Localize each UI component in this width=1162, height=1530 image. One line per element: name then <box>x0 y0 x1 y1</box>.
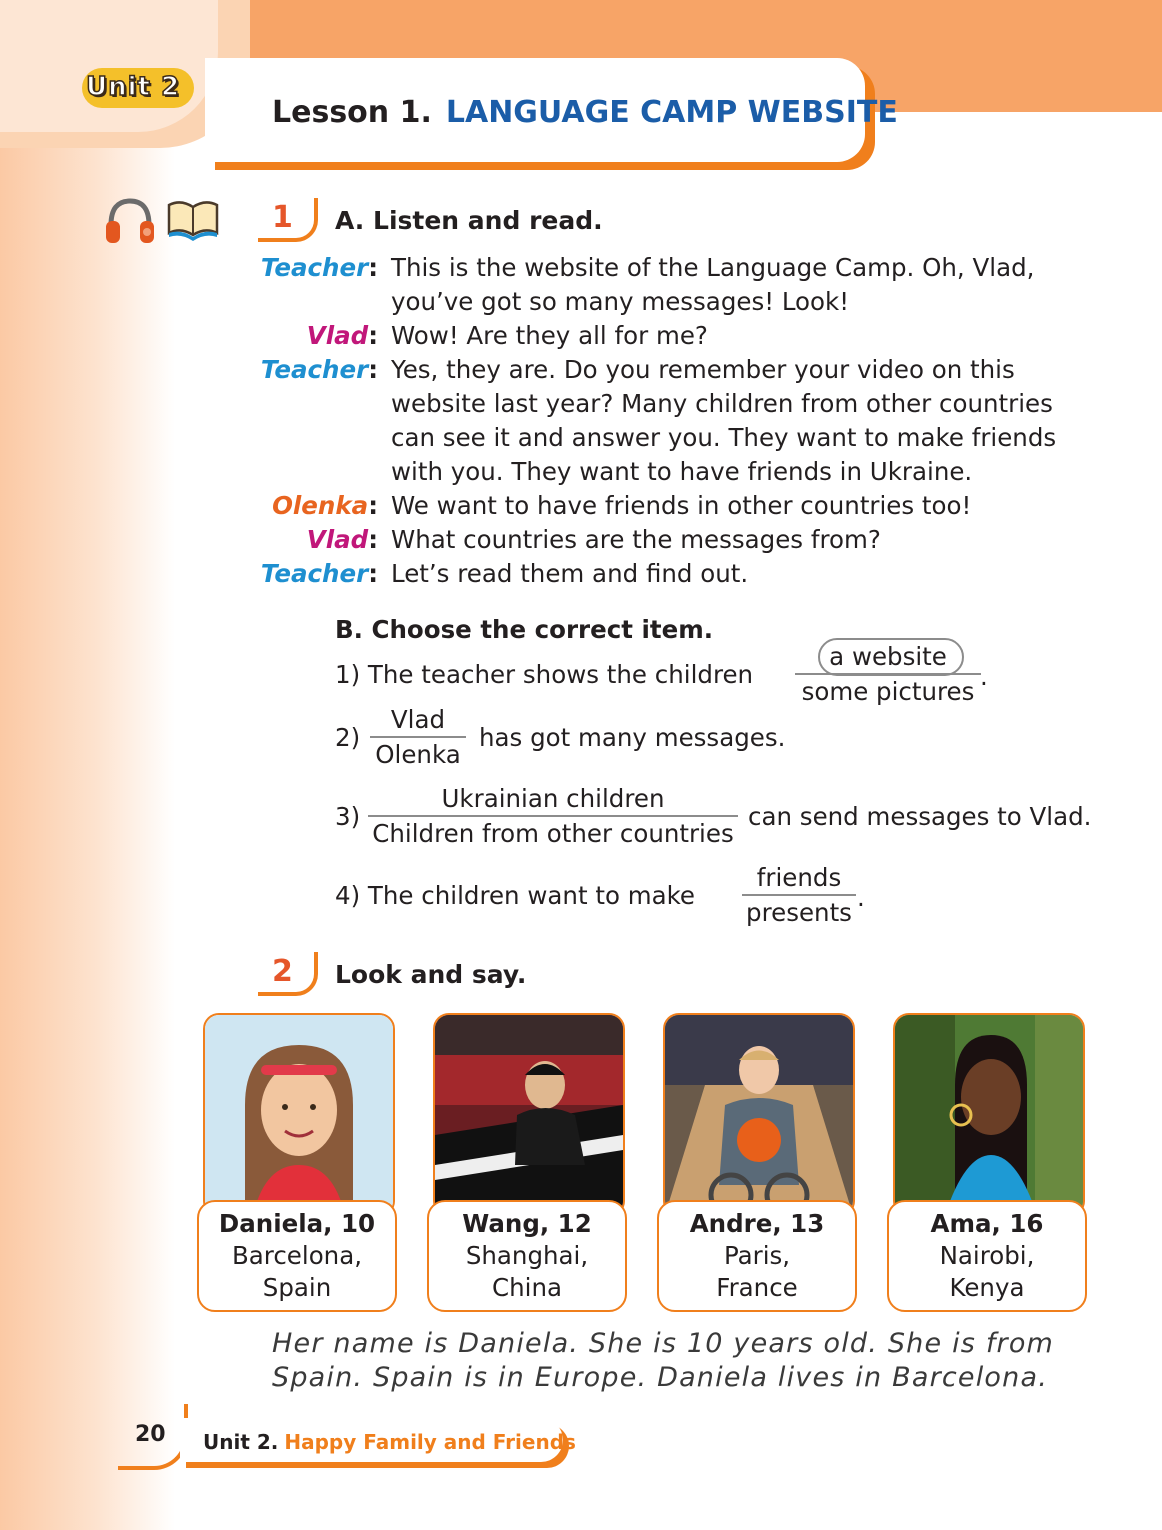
person-country: Spain <box>262 1273 332 1302</box>
person-city: Paris, <box>723 1241 791 1270</box>
choice-item-2-options <box>370 705 466 769</box>
option-friends[interactable]: friends <box>756 863 842 892</box>
person-name: Wang, 12 <box>462 1209 592 1238</box>
dialogue-line: with you. They want to have friends in Ukraine. <box>391 457 973 486</box>
choice-item-2-number: 2) <box>335 723 361 752</box>
book-icon <box>165 195 221 241</box>
boy-bowling-image <box>665 1015 853 1215</box>
dialogue-line: Yes, they are. Do you remember your video on this <box>391 355 1015 384</box>
footer-title <box>203 1430 576 1454</box>
headphones-icon <box>103 195 157 245</box>
speaker-olenka: Olenka: <box>272 491 378 520</box>
exercise-1-number: 1 <box>272 200 293 235</box>
unit-badge: Unit 2 <box>86 72 181 102</box>
speaker-vlad: Vlad: <box>306 525 378 554</box>
example-line-1: Her name is Daniela. She is 10 years old. She is from <box>272 1328 1055 1359</box>
photo-andre <box>663 1013 855 1217</box>
option-olenka[interactable]: Olenka <box>375 740 461 769</box>
choice-item-1-end: . <box>980 662 988 691</box>
option-presents[interactable]: presents <box>746 898 852 927</box>
dialogue-line: you’ve got so many messages! Look! <box>391 287 850 316</box>
example-line-2: Spain. Spain is in Europe. Daniela lives in Barcelona. <box>272 1362 1048 1393</box>
dialogue-line: can see it and answer you. They want to make friends <box>391 423 1057 452</box>
caption-andre <box>657 1200 857 1312</box>
choice-item-2-text: has got many messages. <box>479 723 786 752</box>
person-country: China <box>492 1273 562 1302</box>
dialogue-line: Wow! Are they all for me? <box>391 321 708 350</box>
speaker-teacher: Teacher: <box>260 559 378 588</box>
lesson-name: LANGUAGE CAMP WEBSITE <box>445 95 898 130</box>
exercise-1-heading: A. Listen and read. <box>335 206 603 235</box>
option-some-pictures[interactable]: some pictures <box>801 677 975 706</box>
dialogue-line: We want to have friends in other countries too! <box>391 491 972 520</box>
speaker-teacher: Teacher: <box>260 355 378 384</box>
person-city: Shanghai, <box>465 1241 589 1270</box>
dialogue-line: website last year? Many children from other countries <box>391 389 1053 418</box>
person-city: Barcelona, <box>231 1241 363 1270</box>
part-b-heading: B. Choose the correct item. <box>335 615 714 644</box>
choice-item-4-end: . <box>857 883 865 912</box>
photo-daniela <box>203 1013 395 1217</box>
caption-wang <box>427 1200 627 1312</box>
option-vlad[interactable]: Vlad <box>390 705 446 734</box>
person-city: Nairobi, <box>939 1241 1035 1270</box>
person-name: Daniela, 10 <box>218 1209 376 1238</box>
person-name: Andre, 13 <box>689 1209 825 1238</box>
lesson-title <box>272 95 898 130</box>
girl-forest-image <box>895 1015 1083 1215</box>
speaker-teacher: Teacher: <box>260 253 378 282</box>
exercise-icons <box>103 195 221 245</box>
page-number: 20 <box>135 1422 166 1447</box>
option-a-website[interactable]: a website <box>829 642 947 671</box>
boy-piano-image <box>435 1015 623 1215</box>
caption-daniela <box>197 1200 397 1312</box>
header-corner-inner <box>0 0 218 132</box>
person-country: Kenya <box>949 1273 1025 1302</box>
person-name: Ama, 16 <box>930 1209 1044 1238</box>
speaker-vlad: Vlad: <box>306 321 378 350</box>
footer-unit-title: Happy Family and Friends <box>284 1430 576 1454</box>
choice-item-1-text: 1) The teacher shows the children <box>335 660 754 689</box>
choice-item-4-options <box>742 863 856 927</box>
answer-circle <box>818 638 964 676</box>
choice-item-4-text: 4) The children want to make <box>335 881 695 910</box>
exercise-2-heading: Look and say. <box>335 960 527 989</box>
dialogue-line: This is the website of the Language Camp. Oh, Vlad, <box>391 253 1035 282</box>
dialogue-line: Let’s read them and find out. <box>391 559 749 588</box>
choice-item-3-text: can send messages to Vlad. <box>748 802 1092 831</box>
dialogue-line: What countries are the messages from? <box>391 525 881 554</box>
option-children-other-countries[interactable]: Children from other countries <box>372 819 734 848</box>
choice-item-3-options <box>368 784 738 848</box>
caption-ama <box>887 1200 1087 1312</box>
footer-unit-label: Unit 2. <box>203 1430 279 1454</box>
lesson-label: Lesson 1. <box>272 95 432 130</box>
girl-portrait-image <box>205 1015 393 1215</box>
photo-wang <box>433 1013 625 1217</box>
photo-ama <box>893 1013 1085 1217</box>
option-ukrainian-children[interactable]: Ukrainian children <box>441 784 665 813</box>
person-country: France <box>716 1273 798 1302</box>
choice-item-3-number: 3) <box>335 802 361 831</box>
exercise-2-number: 2 <box>272 954 293 989</box>
